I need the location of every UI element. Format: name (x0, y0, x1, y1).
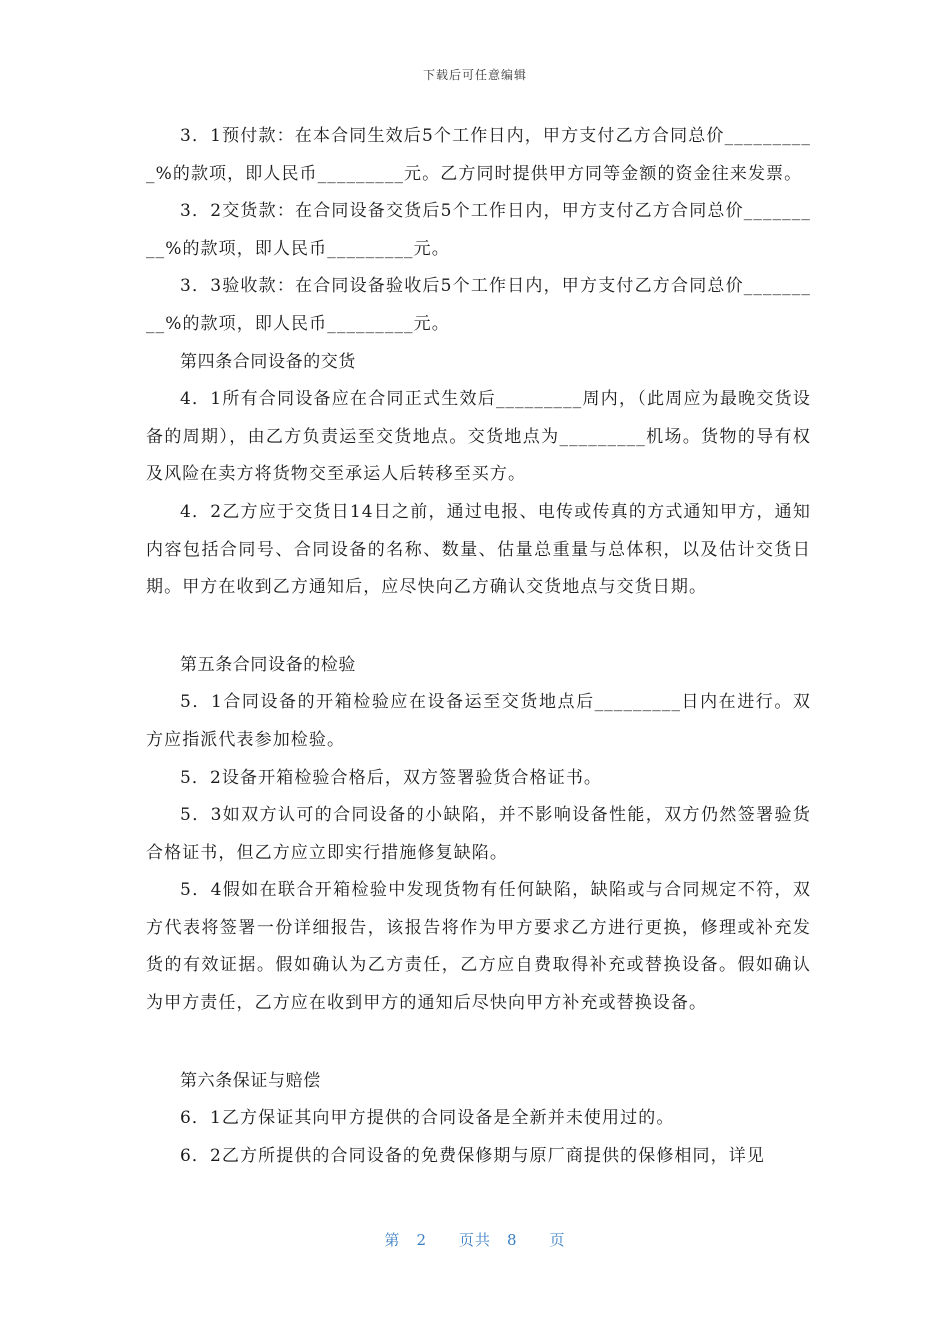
article-6-heading: 第六条保证与赔偿 (180, 1070, 321, 1091)
clause-5-4: 5．4假如在联合开箱检验中发现货物有任何缺陷，缺陷或与合同规定不符，双方代表将签署一份详细报告，该报告将作为甲方要求乙方进行更换，修理或补充发货的有效证据。假如确认为乙方责任，乙方应自费取得补充或替换设备。假如确认为甲方责任，乙方应在收到甲方的通知后尽快向甲方补充或替换设备。 (146, 880, 811, 1014)
clause-3-1: 3．1预付款：在本合同生效后5个工作日内，甲方支付乙方合同总价__________%的款项，即人民币_________元。乙方同时提供甲方同等金额的资金往来发票。 (146, 126, 811, 184)
page-header-note: 下载后可任意编辑 (422, 68, 527, 82)
section-spacer (146, 607, 811, 647)
clause-3-3: 3．3验收款：在合同设备验收后5个工作日内，甲方支付乙方合同总价_________%的款项，即人民币_________元。 (146, 276, 811, 334)
article-5-heading: 第五条合同设备的检验 (180, 654, 356, 675)
clause-3-2: 3．2交货款：在合同设备交货后5个工作日内，甲方支付乙方合同总价_________%的款项，即人民币_________元。 (146, 201, 811, 259)
section-spacer (146, 1023, 811, 1063)
clause-4-2: 4．2乙方应于交货日14日之前，通过电报、电传或传真的方式通知甲方，通知内容包括合同号、合同设备的名称、数量、估量总重量与总体积，以及估计交货日期。甲方在收到乙方通知后，应尽快向乙方确认交货地点与交货日期。 (146, 501, 811, 598)
footer-prefix: 第 (384, 1231, 401, 1249)
article-4-heading: 第四条合同设备的交货 (180, 351, 356, 372)
page-number-footer (0, 1229, 950, 1250)
clause-5-2: 5．2设备开箱检验合格后，双方签署验货合格证书。 (180, 767, 603, 788)
footer-suffix: 页 (549, 1231, 566, 1249)
clause-4-1: 4．1所有合同设备应在合同正式生效后_________周内，（此周应为最晚交货设备的周期），由乙方负责运至交货地点。交货地点为_________机场。货物的导有权及风险在卖方将货物交至承运人后转移至买方。 (146, 389, 811, 485)
current-page-number: 2 (416, 1231, 427, 1249)
footer-middle: 页共 (458, 1231, 491, 1249)
document-body (146, 118, 811, 1175)
clause-6-2: 6．2乙方所提供的合同设备的免费保修期与原厂商提供的保修相同，详见 (180, 1145, 765, 1166)
clause-6-1: 6．1乙方保证其向甲方提供的合同设备是全新并未使用过的。 (180, 1108, 675, 1129)
clause-5-1: 5．1合同设备的开箱检验应在设备运至交货地点后_________日内在进行。双方应指派代表参加检验。 (146, 692, 811, 750)
clause-5-3: 5．3如双方认可的合同设备的小缺陷，并不影响设备性能，双方仍然签署验货合格证书，但乙方应立即实行措施修复缺陷。 (146, 805, 811, 863)
total-pages-number: 8 (507, 1231, 518, 1249)
